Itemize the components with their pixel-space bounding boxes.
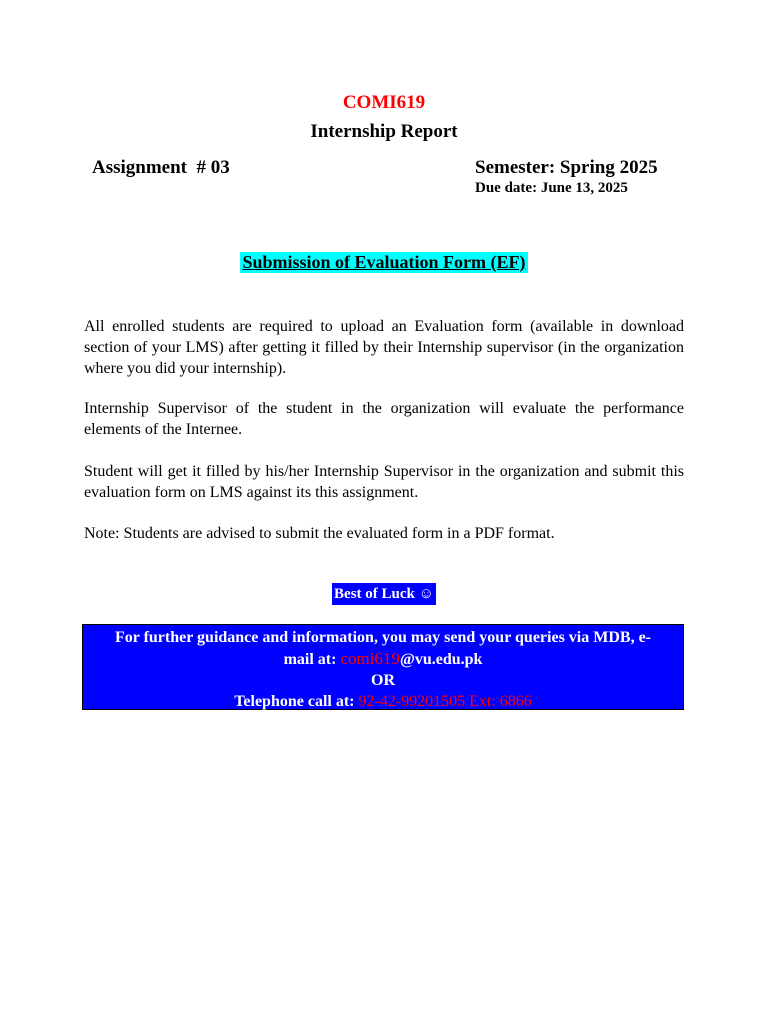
assignment-number: Assignment # 03 (92, 157, 230, 178)
paragraph-supervisor: Internship Supervisor of the student in the organization will evaluate the performance elements of the Internee. (84, 400, 684, 438)
paragraph-submit: Student will get it filled by his/her Internship Supervisor in the organization and submit this evaluation form on LMS against its this assignment. (84, 463, 684, 501)
course-code: COMI619 (342, 92, 426, 113)
contact-line-1: For further guidance and information, you may send your queries via MDB, e- (114, 629, 651, 646)
paragraph-note: Note: Students are advised to submit the evaluated form in a PDF format. (84, 525, 555, 542)
section-heading-wrap (0, 252, 768, 273)
report-title: Internship Report (310, 121, 458, 142)
email-user[interactable]: comi619 (340, 649, 400, 668)
contact-line-4 (83, 691, 683, 712)
due-date: Due date: June 13, 2025 (475, 180, 628, 196)
contact-or: OR (371, 672, 395, 689)
best-of-luck-badge (332, 583, 436, 605)
phone-number[interactable]: 92-42-99201505 Ext: 6866 (358, 693, 532, 710)
semester: Semester: Spring 2025 (475, 157, 658, 178)
smiley-icon: ☺ (418, 586, 434, 602)
email-domain[interactable]: @vu.edu.pk (399, 651, 483, 668)
section-heading: Submission of Evaluation Form (EF) (242, 252, 526, 272)
paragraph-upload: All enrolled students are required to upload an Evaluation form (available in download section of your LMS) after getting it filled by their Internship supervisor (in the organization where you did your internship). (84, 318, 684, 377)
best-of-luck-wrap (0, 583, 768, 605)
best-of-luck-text: Best of Luck (334, 586, 415, 602)
contact-line-2 (83, 648, 683, 670)
contact-box (82, 624, 684, 710)
email-prefix: mail at: (283, 651, 341, 668)
phone-prefix: Telephone call at: (234, 693, 359, 710)
